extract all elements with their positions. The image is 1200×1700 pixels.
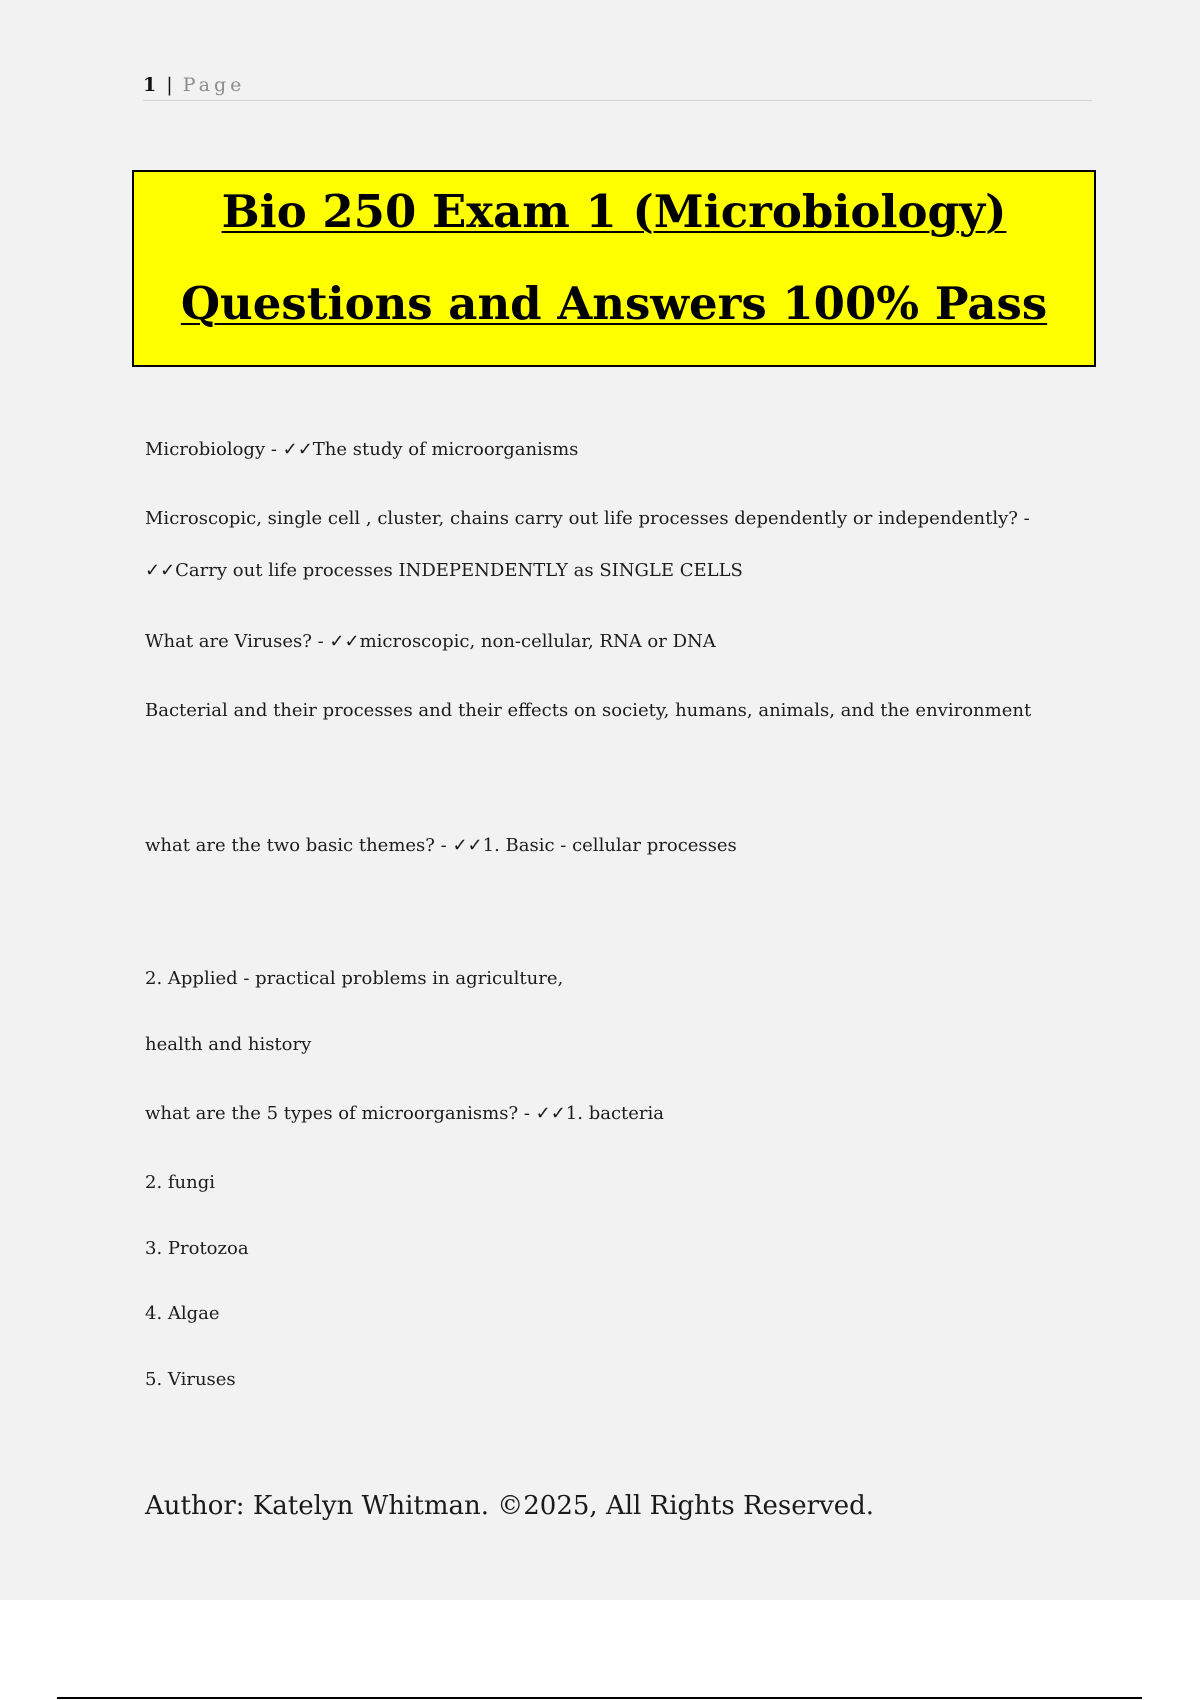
bottom-divider — [57, 1697, 1142, 1699]
answer-applied: 2. Applied - practical problems in agriculture, — [145, 968, 564, 989]
answer-life-processes: ✓✓Carry out life processes INDEPENDENTLY as SINGLE CELLS — [145, 560, 743, 581]
question-microorganism-types: what are the 5 types of microorganisms? - ✓✓1. bacteria — [145, 1103, 665, 1124]
page-number: 1 — [143, 74, 157, 96]
list-item-protozoa: 3. Protozoa — [145, 1238, 249, 1259]
list-item-viruses: 5. Viruses — [145, 1369, 236, 1390]
header-separator: | — [166, 74, 173, 96]
title-box — [132, 170, 1096, 367]
list-item-fungi: 2. fungi — [145, 1172, 216, 1193]
question-basic-themes: what are the two basic themes? - ✓✓1. Basic - cellular processes — [145, 835, 737, 856]
title-line-2: Questions and Answers 100% Pass — [180, 277, 1048, 330]
question-life-processes: Microscopic, single cell , cluster, chains carry out life processes dependently or independently? - — [145, 508, 1030, 529]
statement-bacterial: Bacterial and their processes and their effects on society, humans, animals, and the environment — [145, 700, 1032, 721]
author-footer: Author: Katelyn Whitman. ©2025, All Rights Reserved. — [145, 1491, 875, 1521]
list-item-algae: 4. Algae — [145, 1303, 220, 1324]
page-label: Page — [182, 74, 246, 96]
answer-applied-continued: health and history — [145, 1034, 312, 1055]
page-header — [143, 70, 1092, 101]
definition-microbiology: Microbiology - ✓✓The study of microorganisms — [145, 439, 579, 460]
question-viruses: What are Viruses? - ✓✓microscopic, non-cellular, RNA or DNA — [145, 631, 716, 652]
title-line-1: Bio 250 Exam 1 (Microbiology) — [221, 185, 1007, 238]
